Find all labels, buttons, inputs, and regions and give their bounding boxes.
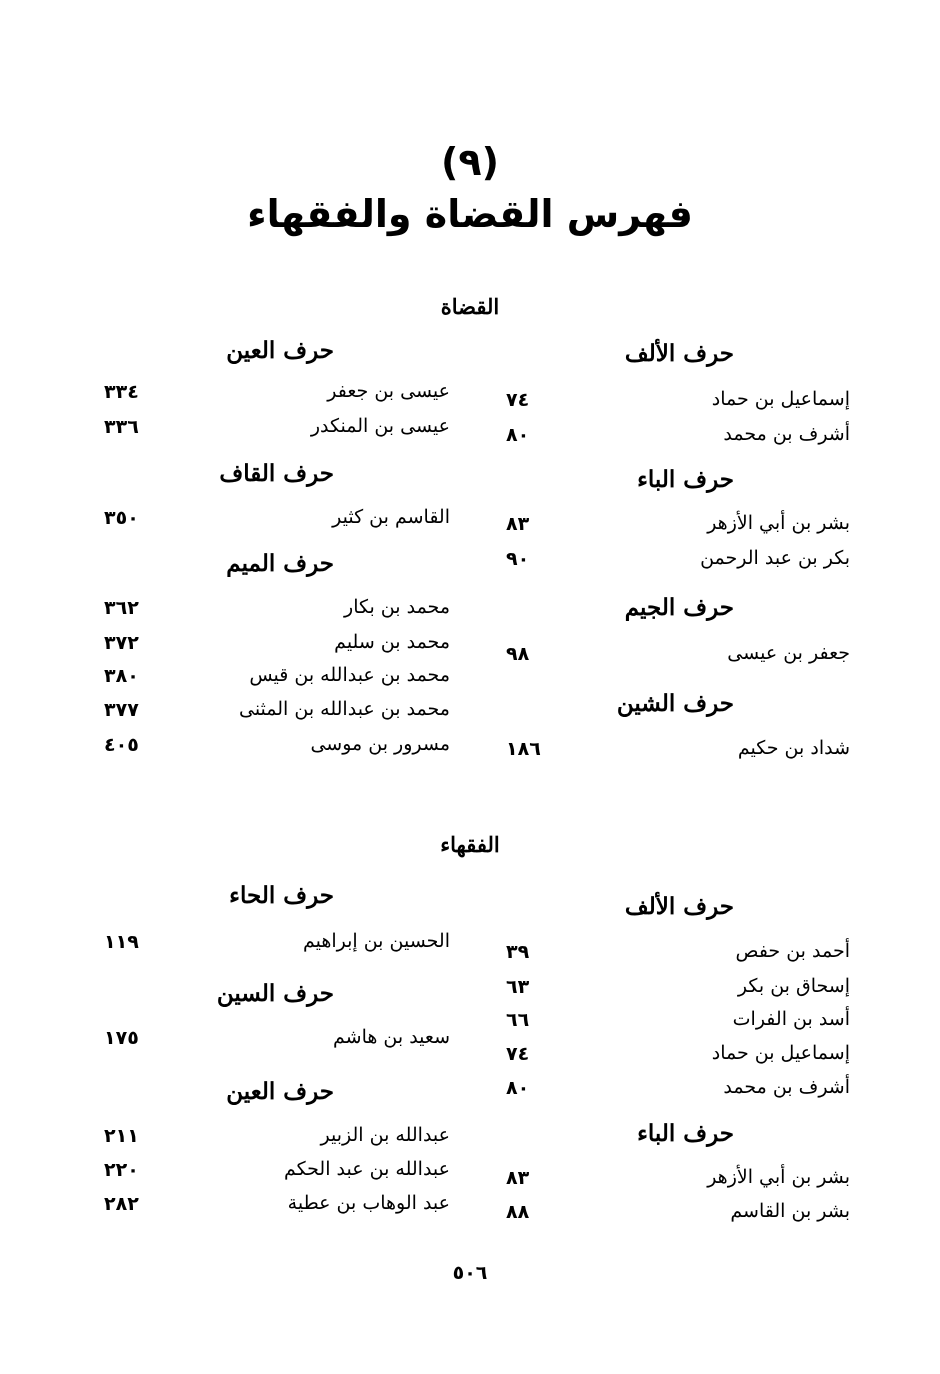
index-entry-name: محمد بن عبدالله بن المثنى	[238, 698, 450, 720]
index-entry-name: عيسى بن جعفر	[327, 380, 450, 402]
index-entry-name: بكر بن عبد الرحمن	[700, 547, 850, 569]
letter-heading: حرف الحاء	[229, 882, 334, 909]
index-entry-page: ٢١١	[104, 1125, 139, 1147]
index-entry-page: ٢٢٠	[104, 1159, 139, 1181]
index-entry-page: ٣٨٠	[104, 665, 139, 687]
index-entry-page: ١١٩	[104, 931, 139, 953]
index-entry-name: محمد بن عبدالله بن قيس	[249, 664, 450, 686]
index-entry-name: القاسم بن كثير	[332, 506, 450, 528]
index-entry-name: أشرف بن محمد	[723, 1076, 850, 1098]
index-entry-name: إسماعيل بن حماد	[711, 388, 850, 410]
index-entry-name: عبدالله بن الزبير	[320, 1124, 450, 1146]
index-entry-name: شداد بن حكيم	[737, 737, 850, 759]
index-entry-name: بشر بن أبي الأزهر	[707, 512, 850, 534]
section-title-fuqaha: الفقهاء	[440, 832, 500, 857]
index-entry-page: ٨٠	[506, 424, 530, 446]
index-entry-page: ١٨٦	[506, 738, 541, 760]
index-entry-page: ٩٨	[506, 643, 530, 665]
index-entry-page: ٤٠٥	[104, 734, 139, 756]
letter-heading: حرف السين	[216, 980, 334, 1007]
index-number: (٩)	[441, 140, 499, 184]
index-entry-page: ٣٩	[506, 941, 530, 963]
index-entry-page: ٣٧٧	[104, 699, 139, 721]
index-entry-page: ٧٤	[506, 389, 530, 411]
index-entry-page: ٦٣	[506, 976, 530, 998]
index-entry-page: ٣٦٢	[104, 597, 139, 619]
letter-heading: حرف الجيم	[624, 594, 734, 621]
index-entry-page: ٩٠	[506, 548, 530, 570]
index-entry-name: عيسى بن المنكدر	[310, 415, 450, 437]
index-entry-name: أحمد بن حفص	[735, 940, 850, 962]
index-entry-page: ٣٣٦	[104, 416, 139, 438]
letter-heading: حرف القاف	[219, 460, 334, 487]
page-title: فهرس القضاة والفقهاء	[247, 192, 693, 236]
letter-heading: حرف العين	[226, 1078, 334, 1105]
letter-heading: حرف الميم	[226, 550, 334, 577]
index-entry-name: إسحاق بن بكر	[737, 975, 850, 997]
index-entry-page: ٢٨٢	[104, 1193, 139, 1215]
index-entry-name: عبدالله بن عبد الحكم	[284, 1158, 450, 1180]
index-entry-page: ٨٣	[506, 1167, 530, 1189]
index-entry-page: ٨٣	[506, 513, 530, 535]
index-entry-name: عبد الوهاب بن عطية	[287, 1192, 450, 1214]
index-entry-page: ٦٦	[506, 1009, 530, 1031]
letter-heading: حرف العين	[226, 337, 334, 364]
index-entry-name: مسرور بن موسى	[310, 733, 450, 755]
index-entry-page: ٣٥٠	[104, 507, 139, 529]
index-entry-name: أسد بن الفرات	[732, 1008, 850, 1030]
letter-heading: حرف الباء	[637, 466, 734, 493]
index-entry-page: ٨٨	[506, 1201, 530, 1223]
index-entry-name: إسماعيل بن حماد	[711, 1042, 850, 1064]
letter-heading: حرف الألف	[624, 340, 734, 367]
index-entry-page: ٨٠	[506, 1077, 530, 1099]
index-entry-name: بشر بن أبي الأزهر	[707, 1166, 850, 1188]
index-entry-page: ٣٧٢	[104, 632, 139, 654]
index-entry-name: محمد بن سليم	[334, 631, 450, 653]
index-entry-name: بشر بن القاسم	[730, 1200, 850, 1222]
page-number: ٥٠٦	[452, 1262, 488, 1284]
letter-heading: حرف الألف	[624, 893, 734, 920]
index-entry-name: محمد بن بكار	[344, 596, 450, 618]
letter-heading: حرف الشين	[616, 690, 734, 717]
index-entry-page: ٣٣٤	[104, 381, 139, 403]
index-entry-name: سعيد بن هاشم	[333, 1026, 450, 1048]
index-entry-name: جعفر بن عيسى	[727, 642, 850, 664]
index-entry-page: ٧٤	[506, 1043, 530, 1065]
index-entry-name: الحسين بن إبراهيم	[302, 930, 450, 952]
index-entry-page: ١٧٥	[104, 1027, 139, 1049]
letter-heading: حرف الباء	[637, 1120, 734, 1147]
section-title-qudat: القضاة	[440, 294, 500, 319]
index-entry-name: أشرف بن محمد	[723, 423, 850, 445]
